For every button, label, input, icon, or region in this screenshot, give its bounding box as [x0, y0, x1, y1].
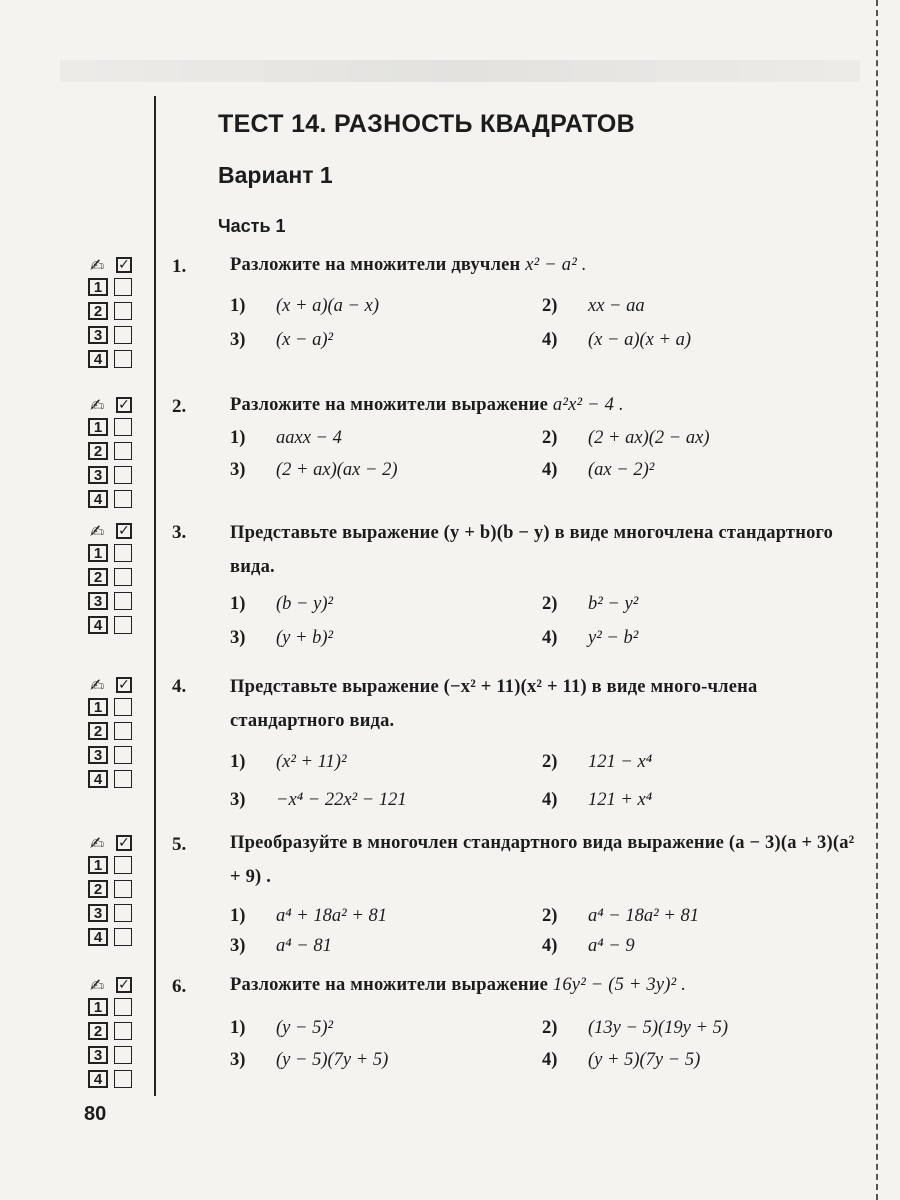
pencil-icon: ✍: [90, 522, 105, 542]
pencil-icon: ✍: [90, 676, 105, 696]
answer-cell[interactable]: [114, 350, 132, 368]
option-2: 2) b² − y²: [542, 594, 639, 614]
option-4: 4) (ax − 2)²: [542, 460, 655, 480]
option-2: 2) a⁴ − 18a² + 81: [542, 906, 699, 926]
option-2: 2) (13y − 5)(19y + 5): [542, 1018, 729, 1038]
answer-number: 1: [88, 418, 108, 436]
option-3: 3) (y − 5)(7y + 5): [230, 1050, 389, 1070]
answer-number: 3: [88, 326, 108, 344]
task-number: 2.: [172, 396, 187, 417]
option-1: 1) a⁴ + 18a² + 81: [230, 906, 387, 926]
option-1: 1) (b − y)²: [230, 594, 334, 614]
answer-cell[interactable]: [114, 302, 132, 320]
option-4: 4) (x − a)(x + a): [542, 330, 692, 350]
task-number: 6.: [172, 976, 187, 997]
question-expression: 16y² − (5 + 3y)² .: [552, 975, 687, 995]
answer-number: 4: [88, 616, 108, 634]
question-expression: a²x² − 4 .: [552, 395, 624, 415]
answer-box: [88, 976, 144, 1092]
answer-cell[interactable]: [114, 490, 132, 508]
task-number: 4.: [172, 676, 187, 697]
answer-number: 1: [88, 698, 108, 716]
option-1: 1) (x² + 11)²: [230, 752, 347, 772]
answer-number: 2: [88, 568, 108, 586]
answer-cell[interactable]: [114, 592, 132, 610]
answer-number: 1: [88, 856, 108, 874]
answer-cell[interactable]: [114, 326, 132, 344]
question-text: Разложите на множители выражение: [230, 395, 549, 415]
checkbox-icon: ✓: [116, 397, 132, 413]
option-3: 3) a⁴ − 81: [230, 936, 332, 956]
answer-number: 1: [88, 544, 108, 562]
answer-cell[interactable]: [114, 998, 132, 1016]
option-3: 3) −x⁴ − 22x² − 121: [230, 790, 407, 810]
option-3: 3) (x − a)²: [230, 330, 334, 350]
answer-box: [88, 676, 144, 792]
option-2: 2) xx − aa: [542, 296, 645, 316]
answer-cell[interactable]: [114, 856, 132, 874]
answer-cell[interactable]: [114, 722, 132, 740]
answer-cell[interactable]: [114, 278, 132, 296]
task-question: [230, 248, 860, 282]
option-2: 2) (2 + ax)(2 − ax): [542, 428, 710, 448]
answer-number: 4: [88, 350, 108, 368]
answer-cell[interactable]: [114, 746, 132, 764]
answer-cell[interactable]: [114, 880, 132, 898]
answer-cell[interactable]: [114, 418, 132, 436]
cut-line: [876, 0, 878, 1200]
page-number: 80: [84, 1103, 107, 1125]
margin-rule: [154, 96, 156, 1096]
option-1: 1) aaxx − 4: [230, 428, 342, 448]
answer-number: 2: [88, 722, 108, 740]
answer-number: 1: [88, 998, 108, 1016]
answer-box: [88, 396, 144, 512]
answer-cell[interactable]: [114, 544, 132, 562]
test-title: ТЕСТ 14. РАЗНОСТЬ КВАДРАТОВ: [218, 110, 635, 138]
answer-cell[interactable]: [114, 442, 132, 460]
task-question: Представьте выражение (y + b)(b − y) в виде многочлена стандартного вида.: [230, 523, 834, 577]
answer-number: 3: [88, 904, 108, 922]
question-expression: x² − a² .: [525, 255, 587, 275]
task-number: 5.: [172, 834, 187, 855]
question-text: Разложите на множители двучлен: [230, 255, 521, 275]
option-1: 1) (y − 5)²: [230, 1018, 334, 1038]
option-4: 4) y² − b²: [542, 628, 639, 648]
part-heading: Часть 1: [218, 216, 286, 236]
checkbox-icon: ✓: [116, 257, 132, 273]
answer-number: 4: [88, 1070, 108, 1088]
answer-number: 3: [88, 746, 108, 764]
pencil-icon: ✍: [90, 396, 105, 416]
checkbox-icon: ✓: [116, 677, 132, 693]
answer-number: 2: [88, 442, 108, 460]
answer-cell[interactable]: [114, 770, 132, 788]
answer-box: [88, 256, 144, 372]
answer-number: 3: [88, 1046, 108, 1064]
option-4: 4) a⁴ − 9: [542, 936, 635, 956]
option-4: 4) 121 + x⁴: [542, 790, 653, 810]
answer-cell[interactable]: [114, 904, 132, 922]
variant-heading: Вариант 1: [218, 162, 333, 188]
answer-number: 2: [88, 1022, 108, 1040]
task-question: Преобразуйте в многочлен стандартного вида выражение (a − 3)(a + 3)(a² + 9) .: [230, 833, 855, 887]
pencil-icon: ✍: [90, 256, 105, 276]
answer-number: 4: [88, 490, 108, 508]
option-3: 3) (2 + ax)(ax − 2): [230, 460, 398, 480]
answer-number: 4: [88, 928, 108, 946]
task-question: [230, 968, 860, 1002]
answer-number: 1: [88, 278, 108, 296]
option-4: 4) (y + 5)(7y − 5): [542, 1050, 701, 1070]
task-number: 1.: [172, 256, 187, 277]
page-bleed-smudge: [60, 60, 860, 82]
answer-cell[interactable]: [114, 568, 132, 586]
answer-number: 2: [88, 880, 108, 898]
answer-box: [88, 834, 144, 950]
checkbox-icon: ✓: [116, 835, 132, 851]
answer-number: 2: [88, 302, 108, 320]
option-3: 3) (y + b)²: [230, 628, 334, 648]
option-2: 2) 121 − x⁴: [542, 752, 653, 772]
question-text: Разложите на множители выражение: [230, 975, 549, 995]
answer-number: 3: [88, 592, 108, 610]
answer-number: 4: [88, 770, 108, 788]
task-number: 3.: [172, 522, 187, 543]
answer-cell[interactable]: [114, 1070, 132, 1088]
pencil-icon: ✍: [90, 834, 105, 854]
pencil-icon: ✍: [90, 976, 105, 996]
option-1: 1) (x + a)(a − x): [230, 296, 380, 316]
task-question: [230, 388, 860, 422]
answer-cell[interactable]: [114, 616, 132, 634]
answer-cell[interactable]: [114, 466, 132, 484]
answer-box: [88, 522, 144, 638]
answer-cell[interactable]: [114, 928, 132, 946]
answer-number: 3: [88, 466, 108, 484]
answer-cell[interactable]: [114, 1046, 132, 1064]
answer-cell[interactable]: [114, 698, 132, 716]
answer-cell[interactable]: [114, 1022, 132, 1040]
checkbox-icon: ✓: [116, 523, 132, 539]
checkbox-icon: ✓: [116, 977, 132, 993]
task-question: Представьте выражение (−x² + 11)(x² + 11) в виде много-члена стандартного вида.: [230, 677, 758, 731]
